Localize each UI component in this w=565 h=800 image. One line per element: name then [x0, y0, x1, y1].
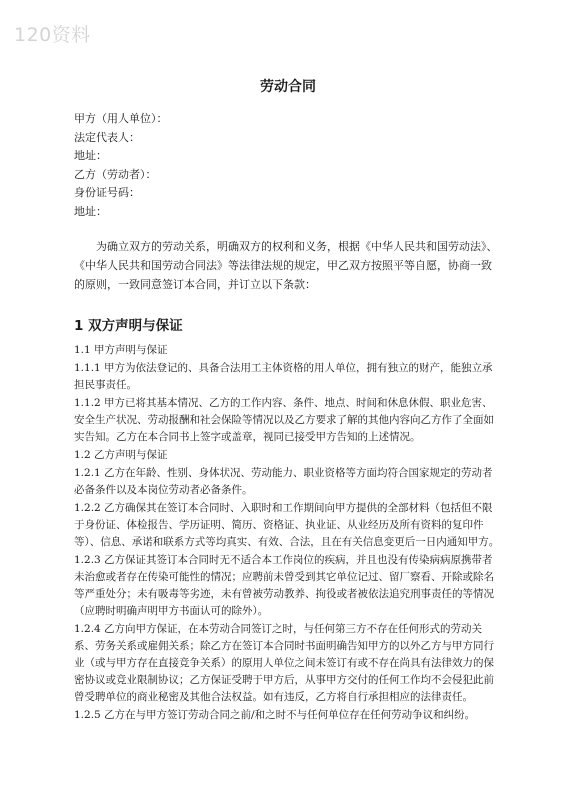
party-a-field: 甲方（用人单位）：: [74, 112, 168, 125]
party-b-address-field: 地址：: [74, 204, 107, 218]
party-info-block: [74, 110, 502, 221]
intro-paragraph: 为确立双方的劳动关系，明确双方的权利和义务，根据《中华人民共和国劳动法》、《中华人民共和国劳动合同法》等法律法规的规定，甲乙双方按照平等自愿，协商一致的原则，一致同意签订本合同，并订立以下条款：: [74, 240, 498, 291]
clause-1-1-1: 1.1.1 甲方为依法登记的、具备合法用工主体资格的用人单位，拥有独立的财产，能独立承担民事责任。: [74, 362, 493, 391]
party-a-address-field: 地址：: [74, 149, 107, 162]
clause-1-2-2: 1.2.2 乙方确保其在签订本合同时、入职时和工作期间向甲方提供的全部材料（包括但不限于身份证、体检报告、学历证明、简历、资格证、执业证、从业经历及所有资料的复印件等）、信息、承诺和联系方式等均真实、有效、合法，且在有关信息变更后一日内通知甲方。: [74, 502, 500, 548]
clause-1-2: 1.2 乙方声明与保证: [74, 449, 168, 461]
id-number-field: 身份证号码：: [74, 186, 140, 199]
document-page: [74, 68, 502, 725]
document-title: 劳动合同: [260, 79, 316, 95]
clause-1-1: 1.1 甲方声明与保证: [74, 344, 168, 356]
legal-representative-field: 法定代表人：: [74, 130, 140, 144]
section-heading: 1 双方声明与保证: [74, 318, 183, 334]
clause-1-1-2: 1.1.2 甲方已将其基本情况、乙方的工作内容、条件、地点、时间和休息休假、职业危害、安全生产状况、劳动报酬和社会保险等情况以及乙方要求了解的其他内容向乙方作了全面如实告知。乙方在本合同书上签字或盖章，视同已接受甲方告知的上述情况。: [74, 397, 494, 443]
watermark: 120资料: [14, 24, 91, 46]
clause-1-2-3: 1.2.3 乙方保证其签订本合同时无不适合本工作岗位的疾病，并且也没有传染病病原携带者未治愈或者存在传染可能性的情况；应聘前未曾受到其它单位记过、留厂察看、开除或除名等严重处分；未有吸毒等劣迹，未有曾被劳动教养、拘役或者被依法追究刑事责任的等情况（应聘时明确声明甲方书面认可的除外）。: [74, 554, 494, 617]
clause-1-2-5: 1.2.5 乙方在与甲方签订劳动合同之前/和之时不与任何单位存在任何劳动争议和纠纷。: [74, 709, 476, 721]
clause-list: [74, 342, 502, 724]
party-b-field: 乙方（劳动者）：: [74, 167, 157, 181]
clause-1-2-4: 1.2.4 乙方向甲方保证，在本劳动合同签订之时，与任何第三方不存在任何形式的劳动关系、劳务关系或雇佣关系；除乙方在签订本合同时书面明确告知甲方的以外乙方与甲方同行业（或与甲方存在直接竞争关系）的原用人单位之间未签订有或不存在尚具有法律效力的保密协议或竞业限制协议；乙方保证受聘于甲方后，从事甲方交付的任何工作均不会侵犯此前曾受聘单位的商业秘密及其他合法权益。如有违反，乙方将自行承担相应的法律责任。: [74, 623, 494, 703]
clause-1-2-1: 1.2.1 乙方在年龄、性别、身体状况、劳动能力、职业资格等方面均符合国家规定的劳动者必备条件以及本岗位劳动者必备条件。: [74, 467, 493, 496]
